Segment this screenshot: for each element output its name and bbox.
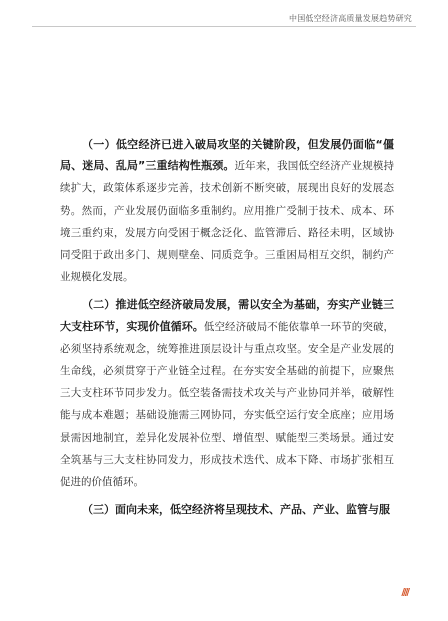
paragraph-2-lead: （二）推进低空经济破局发展，需以安全为基础，夯实产业链三大支柱环节，实现价值循环。: [60, 298, 394, 333]
paragraph-1: [60, 134, 394, 288]
paragraph-3-lead: （三）面向未来，低空经济将呈现技术、产品、产业、监管与服: [82, 503, 390, 517]
paragraph-2: [60, 294, 394, 493]
paragraph-2-body: 低空经济破局不能依靠单一环节的突破，必须坚持系统观念，统筹推进顶层设计与重点攻坚。安全是产业发展的生命线，必须贯穿于产业链全过程。在夯实安全基础的前提下，应聚焦三大支柱环节同步发力。低空装备需技术攻关与产业协同并举，破解性能与成本难题；基础设施需三网协同，夯实低空运行安全底座；应用场景需因地制宜，差异化发展补位型、增值型、赋能型三类场景。通过安全筑基与三大支柱协同发力，形成技术迭代、成本下降、市场扩张相互促进的价值循环。: [60, 320, 395, 489]
page-header: [0, 0, 448, 30]
paragraph-1-lead: （一）低空经济已进入破局攻坚的关键阶段，但发展仍面临“僵局、迷局、乱局”三重结构性瓶颈。: [60, 138, 394, 173]
header-rule: [32, 26, 416, 27]
header-title: 中国低空经济高质量发展趋势研究: [289, 14, 412, 23]
paragraph-1-body: 近年来，我国低空经济产业规模持续扩大，政策体系逐步完善，技术创新不断突破，展现出良好的发展态势。然而，产业发展仍面临多重制约。应用推广受制于技术、成本、环境三重约束，发展方向受困于概念泛化、监管滞后、路径未明，区域协同受阻于政出多门、规则壁垒、同质竞争。三重困局相互交织，制约产业规模化发展。: [60, 160, 395, 284]
document-body: [60, 134, 394, 527]
paragraph-3: [60, 499, 394, 521]
footer-slash-marks: ////: [401, 587, 408, 598]
